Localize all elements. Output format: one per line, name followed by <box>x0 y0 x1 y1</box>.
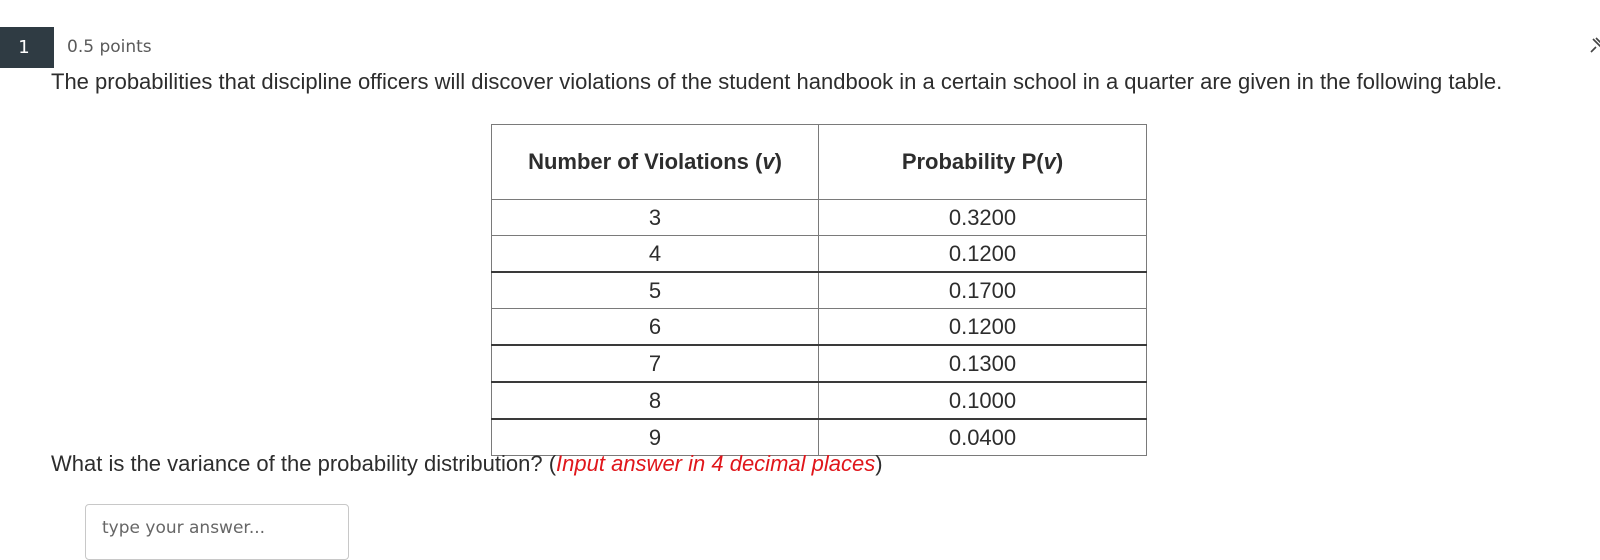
header-1-prefix: Number of Violations ( <box>528 149 763 174</box>
header-number-of-violations <box>492 125 819 200</box>
table-header-row <box>492 125 1147 200</box>
probability-cell: 0.1300 <box>819 345 1147 382</box>
prompt-text: What is the variance of the probability distribution? ( <box>51 451 557 476</box>
header-1-variable: v <box>762 149 775 174</box>
question-points: 0.5 points <box>67 37 152 57</box>
prompt-suffix: ) <box>875 451 883 476</box>
table-row <box>492 309 1147 346</box>
probability-cell: 0.3200 <box>819 200 1147 236</box>
probability-cell: 0.1700 <box>819 272 1147 309</box>
table-row <box>492 236 1147 273</box>
table-row <box>492 200 1147 236</box>
header-probability <box>819 125 1147 200</box>
probability-cell: 0.1200 <box>819 236 1147 273</box>
table-row <box>492 345 1147 382</box>
probability-cell: 0.1000 <box>819 382 1147 419</box>
question-text: The probabilities that discipline officers will discover violations of the student handbook in a certain school in a quarter are given in the following table. <box>51 69 1503 94</box>
violations-cell: 9 <box>492 419 819 456</box>
header-2-prefix: Probability P( <box>901 149 1044 174</box>
violations-cell: 6 <box>492 309 819 346</box>
violations-cell: 3 <box>492 200 819 236</box>
answer-input[interactable] <box>85 504 349 560</box>
pin-icon[interactable] <box>1587 36 1600 56</box>
table-row <box>492 382 1147 419</box>
table-row <box>492 272 1147 309</box>
question-number-badge: 1 <box>0 27 54 68</box>
header-1-suffix: ) <box>774 149 782 174</box>
probability-cell: 0.1200 <box>819 309 1147 346</box>
prompt-hint: Input answer in 4 decimal places <box>556 451 876 476</box>
violations-cell: 5 <box>492 272 819 309</box>
violations-cell: 8 <box>492 382 819 419</box>
header-2-variable: v <box>1043 149 1056 174</box>
header-2-suffix: ) <box>1055 149 1064 174</box>
violations-cell: 7 <box>492 345 819 382</box>
probability-cell: 0.0400 <box>819 419 1147 456</box>
violations-cell: 4 <box>492 236 819 273</box>
question-prompt <box>51 450 883 478</box>
probability-table <box>491 124 1147 456</box>
